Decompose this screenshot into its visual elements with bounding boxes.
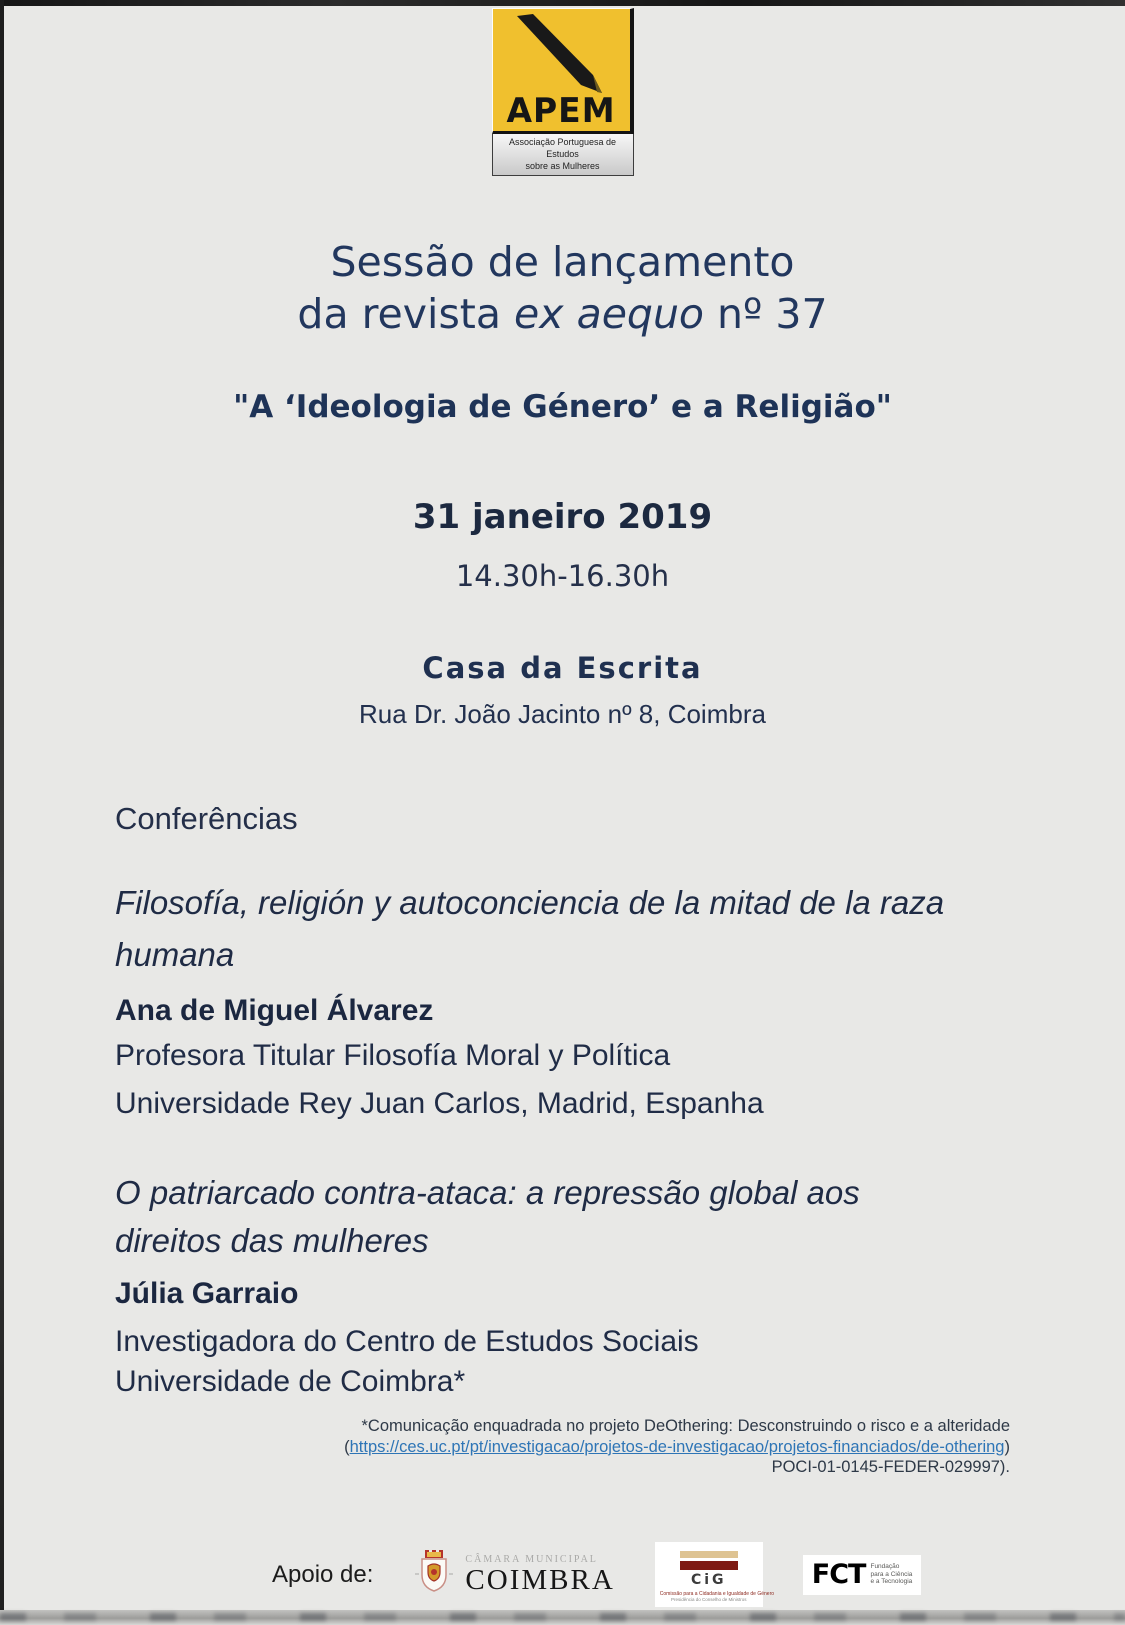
talk1-speaker-affiliation: Universidade Rey Juan Carlos, Madrid, Espanha (115, 1087, 764, 1120)
footnote-line1: *Comunicação enquadrada no projeto DeOthering: Desconstruindo o risco e a alteridade (361, 1417, 1010, 1435)
cig-logo (655, 1542, 775, 1607)
fct-caption-line3: e a Tecnologia (870, 1578, 913, 1586)
title-line2 (0, 288, 1125, 340)
coimbra-logo-line2: COIMBRA (465, 1564, 615, 1596)
conferences-heading: Conferências (115, 801, 298, 836)
event-time: 14.30h-16.30h (455, 559, 670, 593)
support-label: Apoio de: (272, 1560, 374, 1588)
cig-acronym: CiG (690, 1572, 727, 1588)
talk2-speaker: Júlia Garraio (115, 1277, 299, 1310)
coimbra-logo-line1: CÂMARA MUNICIPAL (465, 1554, 598, 1565)
footnote-close-paren: ) (1004, 1437, 1010, 1456)
title-line1: Sessão de lançamento (330, 238, 795, 286)
scan-edge-top (0, 0, 1125, 6)
talk2-speaker-affiliation: Universidade de Coimbra* (115, 1365, 466, 1398)
title-line2-journal-name: ex aequo (514, 290, 705, 338)
apem-acronym: APEM (506, 90, 616, 131)
coimbra-municipality-logo (413, 1548, 614, 1602)
project-link[interactable]: https://ces.uc.pt/pt/investigacao/projetos-de-investigacao/projetos-financiados/de-othering (349, 1437, 1005, 1456)
fct-caption-line2: para a Ciência (870, 1570, 913, 1578)
footnote-open-paren: ( (344, 1437, 350, 1456)
talk1-title: Filosofía, religión y autoconciencia de la mitad de la raza humana (115, 884, 945, 973)
cig-bar-top (680, 1551, 738, 1558)
theme-subtitle: "A ‘Ideologia de Género’ e a Religião" (233, 389, 892, 425)
apem-logo-yellow-box (492, 8, 634, 134)
title-line2-suffix: nº 37 (704, 290, 828, 338)
apem-logo (492, 8, 634, 176)
event-venue: Casa da Escrita (422, 651, 703, 685)
page-title (0, 236, 1125, 340)
coimbra-crest-icon (413, 1548, 455, 1602)
event-date: 31 janeiro 2019 (412, 497, 713, 537)
cig-bar-bottom (680, 1561, 738, 1570)
scan-edge-bottom (0, 1610, 1125, 1625)
pencil-icon (507, 13, 619, 95)
apem-caption-line1: Associação Portuguesa de Estudos (508, 137, 617, 159)
talk1-speaker-role: Profesora Titular Filosofía Moral y Política (115, 1039, 671, 1072)
fct-caption-line1: Fundação (870, 1563, 900, 1571)
apem-caption-line2: sobre as Mulheres (525, 161, 600, 171)
fct-acronym: FCT (811, 1558, 866, 1590)
title-line2-prefix: da revista (297, 290, 515, 338)
event-address: Rua Dr. João Jacinto nº 8, Coimbra (359, 699, 766, 729)
footnote-line2 (344, 1437, 1010, 1458)
fct-caption (870, 1563, 912, 1586)
support-row (272, 1542, 921, 1607)
apem-caption (492, 134, 634, 176)
fct-logo (803, 1555, 922, 1595)
talk2-title: O patriarcado contra-ataca: a repressão global aos direitos das mulheres (115, 1174, 860, 1259)
cig-caption-line2: Presidência do Conselho de Ministros (671, 1597, 747, 1602)
coimbra-logo-text (465, 1554, 614, 1595)
talk2-speaker-role: Investigadora do Centro de Estudos Sociais (115, 1325, 699, 1358)
cig-caption-line1: Comissão para a Cidadania e Igualdade de Género (659, 1591, 775, 1597)
project-footnote (344, 1416, 1010, 1478)
talk1-speaker: Ana de Miguel Álvarez (115, 994, 434, 1027)
footnote-line3: POCI-01-0145-FEDER-029997). (771, 1458, 1010, 1476)
